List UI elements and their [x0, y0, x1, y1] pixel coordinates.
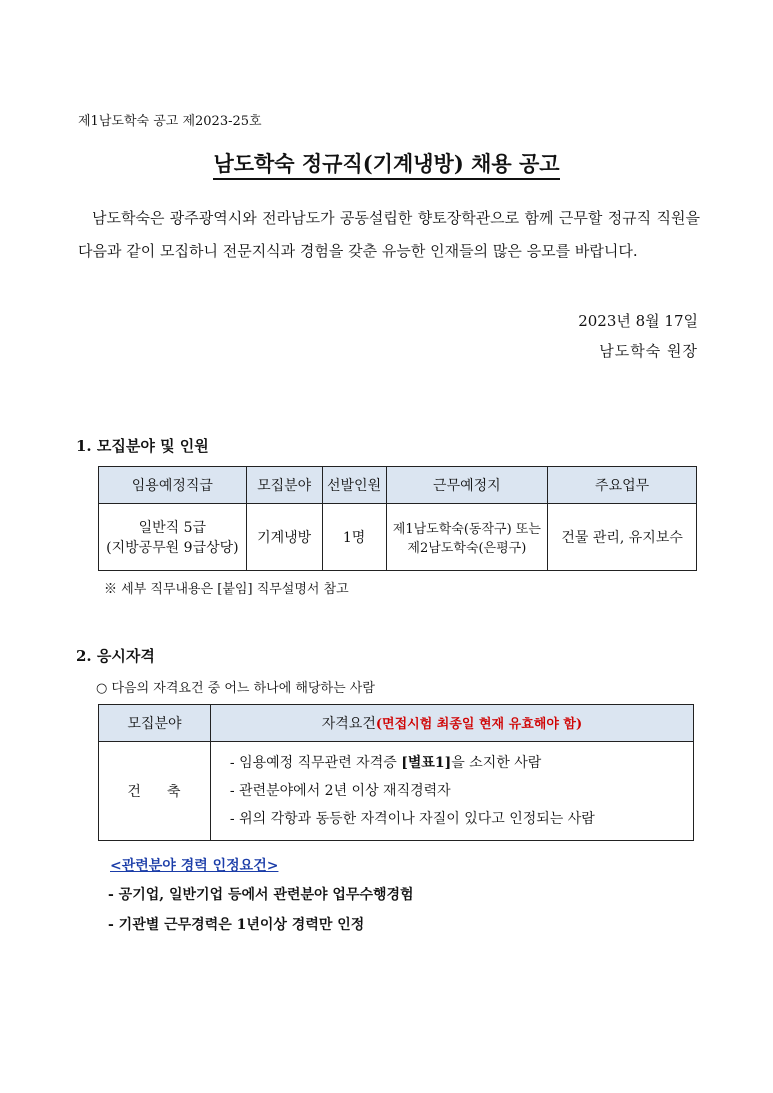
section2-heading: 2. 응시자격 [76, 647, 155, 665]
col-location: 근무예정지 [386, 467, 548, 504]
grade-line1: 일반직 5급 [138, 520, 207, 536]
table-header-row [99, 705, 694, 742]
list-item: - 위의 각항과 동등한 자격이나 자질이 있다고 인정되는 사람 [229, 811, 595, 827]
recruitment-table [98, 466, 697, 571]
experience-title: <관련분야 경력 인정요건> [110, 858, 279, 874]
cell-location [386, 504, 548, 571]
experience-item: - 기관별 근무경력은 1년이상 경력만 인정 [108, 917, 365, 933]
list-item [230, 749, 692, 777]
col-requirements [210, 705, 693, 742]
location-line1: 제1남도학숙(동작구) 또는 [392, 522, 541, 537]
col-field: 모집분야 [99, 705, 211, 742]
qualification-intro: ○ 다음의 자격요건 중 어느 하나에 해당하는 사람 [96, 681, 375, 696]
job-description-note: ※ 세부 직무내용은 [붙임] 직무설명서 참고 [104, 582, 349, 597]
cell-field: 건축 [99, 742, 211, 841]
validity-note: (면접시험 최종일 현재 유효해야 함) [375, 717, 583, 732]
cell-count: 1명 [322, 504, 386, 571]
intro-paragraph: 남도학숙은 광주광역시와 전라남도가 공동설립한 향토장학관으로 함께 근무할 정규직 직원을 다음과 같이 모집하니 전문지식과 경험을 갖춘 유능한 인재들의 많은 응모를 바랍니다. [78, 209, 700, 260]
req1-pre: - 임용예정 직무관련 자격증 [229, 755, 402, 771]
cell-requirements [210, 742, 693, 841]
attachment-ref: [별표1] [401, 755, 452, 771]
experience-item: - 공기업, 일반기업 등에서 관련분야 업무수행경험 [108, 887, 414, 903]
col-requirements-label: 자격요건 [321, 716, 376, 732]
grade-line2: (지방공무원 9급상당) [106, 540, 239, 556]
notice-number: 제1남도학숙 공고 제2023-25호 [78, 114, 262, 129]
page-title-text: 남도학숙 정규직(기계냉방) 채용 공고 [213, 151, 559, 180]
section1-heading: 1. 모집분야 및 인원 [76, 437, 209, 455]
table-header-row [99, 467, 697, 504]
cell-field: 기계냉방 [246, 504, 322, 571]
col-count: 선발인원 [322, 467, 386, 504]
col-grade: 임용예정직급 [99, 467, 247, 504]
col-field: 모집분야 [246, 467, 322, 504]
req1-post: 을 소지한 사람 [451, 755, 542, 771]
qualification-table [98, 704, 694, 841]
location-line2: 제2남도학숙(은평구) [407, 541, 527, 556]
table-row [99, 504, 697, 571]
requirements-list [212, 743, 692, 839]
notice-date: 2023년 8월 17일 [578, 312, 698, 330]
cell-grade [99, 504, 247, 571]
col-duty: 주요업무 [548, 467, 697, 504]
list-item: - 관련분야에서 2년 이상 재직경력자 [229, 783, 451, 799]
page-title [0, 148, 773, 178]
cell-duty: 건물 관리, 유지보수 [548, 504, 697, 571]
table-row [99, 742, 694, 841]
issuer: 남도학숙 원장 [599, 342, 698, 360]
